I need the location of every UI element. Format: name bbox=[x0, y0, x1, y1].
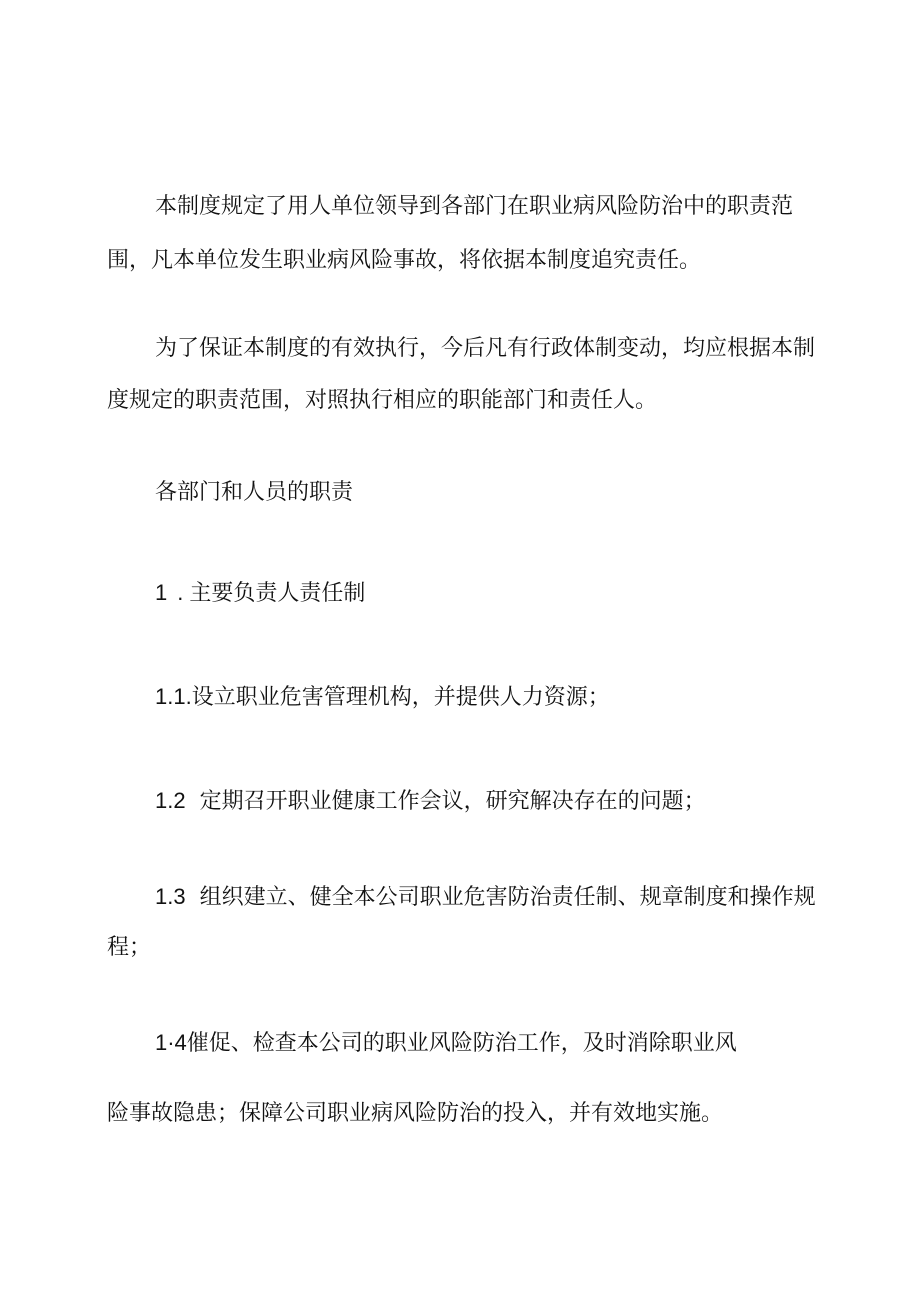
item-1-3 bbox=[107, 874, 816, 971]
item-1-3-number: 1.3 bbox=[155, 884, 186, 909]
item-1-1-text: 设立职业危害管理机构，并提供人力资源； bbox=[191, 685, 610, 710]
item-1-title: 主要负责人责任制 bbox=[189, 581, 366, 606]
item-1-4 bbox=[107, 1020, 807, 1137]
item-1-2-text: 定期召开职业健康工作会议，研究解决存在的问题； bbox=[199, 789, 706, 814]
item-1-3-text-line2: 程； bbox=[107, 935, 152, 960]
item-1-2-line bbox=[107, 778, 807, 825]
item-1-1 bbox=[107, 674, 807, 721]
item-1-1-line bbox=[107, 674, 807, 721]
paragraph-line: 度规定的职责范围，对照执行相应的职能部门和责任人。 bbox=[107, 388, 658, 413]
item-1-4-text-line2: 险事故隐患；保障公司职业病风险防治的投入，并有效地实施。 bbox=[107, 1101, 724, 1126]
item-1-4-line bbox=[107, 1020, 807, 1067]
paragraph-line: 为了保证本制度的有效执行，今后凡有行政体制变动，均应根据本制 bbox=[155, 336, 816, 361]
paragraph-responsibility-scope bbox=[107, 184, 807, 284]
section-heading-text: 各部门和人员的职责 bbox=[155, 480, 354, 505]
item-1-2-number: 1.2 bbox=[155, 788, 186, 813]
item-1-4-number: 1·4 bbox=[155, 1030, 187, 1055]
paragraph-line: 本制度规定了用人单位领导到各部门在职业病风险防治中的职责范 bbox=[155, 194, 794, 219]
item-1-4-text-line1: 催促、检查本公司的职业风险防治工作，及时消除职业风 bbox=[186, 1031, 737, 1056]
item-1-line bbox=[107, 570, 807, 617]
item-1-3-line bbox=[107, 874, 816, 921]
paragraph-line: 围，凡本单位发生职业病风险事故，将依据本制度追究责任。 bbox=[107, 248, 702, 273]
item-1-2 bbox=[107, 778, 807, 825]
item-1-number: 1 bbox=[155, 580, 168, 605]
item-1-separator: . bbox=[177, 580, 184, 605]
item-1-1-number: 1.1. bbox=[155, 684, 192, 709]
item-1-heading bbox=[107, 570, 807, 617]
item-1-3-text-line1: 组织建立、健全本公司职业危害防治责任制、规章制度和操作规 bbox=[199, 885, 816, 910]
paragraph-effective-execution bbox=[107, 326, 816, 424]
section-heading bbox=[107, 470, 807, 516]
